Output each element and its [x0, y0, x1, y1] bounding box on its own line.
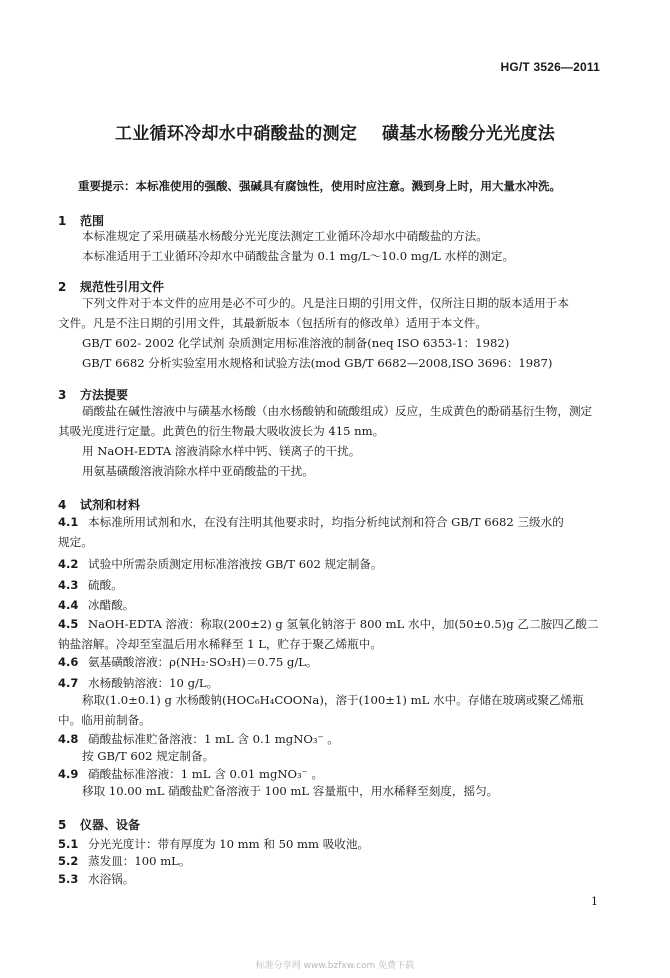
document-title: 工业循环冷却水中硝酸盐的测定 磺基水杨酸分光光度法 [114, 124, 556, 144]
clause-number: 5.2 [58, 854, 79, 868]
clause-text: 硝酸盐标准溶液：1 mL 含 0.01 mgNO₃⁻ 。 [88, 767, 324, 781]
paragraph: 硝酸盐在碱性溶液中与磺基水杨酸（由水杨酸钠和硫酸组成）反应，生成黄色的酚硝基衍生物，测定 [82, 404, 593, 418]
clause-continuation: 中。临用前制备。 [58, 713, 151, 727]
paragraph: 用 NaOH-EDTA 溶液消除水样中钙、镁离子的干扰。 [82, 444, 361, 458]
paragraph: 其吸光度进行定量。此黄色的衍生物最大吸收波长为 415 nm。 [58, 424, 385, 438]
section-heading [58, 816, 140, 833]
section-heading [58, 496, 140, 513]
section-title: 范围 [80, 214, 105, 228]
section-number: 4 [58, 498, 67, 512]
section-number: 5 [58, 818, 67, 832]
paragraph: 文件。凡是不注日期的引用文件，其最新版本（包括所有的修改单）适用于本文件。 [58, 316, 487, 330]
section-title: 方法提要 [80, 388, 129, 402]
clause-text: 冰醋酸。 [88, 598, 135, 612]
clause-text: 氨基磺酸溶液：ρ(NH₂·SO₃H)＝0.75 g/L。 [88, 655, 318, 669]
clause-continuation: 称取(1.0±0.1) g 水杨酸钠(HOC₆H₄COONa)，溶于(100±1) mL 水中。存储在玻璃或聚乙烯瓶 [82, 693, 584, 707]
section-title: 规范性引用文件 [80, 280, 165, 294]
clause-text: 水杨酸钠溶液：10 g/L。 [88, 676, 219, 690]
clause-continuation: 按 GB/T 602 规定制备。 [82, 749, 215, 763]
clause [58, 575, 610, 595]
clause [58, 512, 610, 532]
clause [58, 554, 610, 574]
paragraph: 下列文件对于本文件的应用是必不可少的。凡是注日期的引用文件，仅所注日期的版本适用于本 [82, 296, 569, 310]
clause-continuation: 移取 10.00 mL 硝酸盐贮备溶液于 100 mL 容量瓶中，用水稀释至刻度，摇匀。 [82, 784, 499, 798]
page-number: 1 [591, 895, 598, 908]
clause [58, 595, 610, 615]
clause-number: 4.8 [58, 732, 79, 746]
clause-number: 4.5 [58, 617, 79, 631]
clause [58, 869, 610, 889]
section-title: 试剂和材料 [80, 498, 141, 512]
watermark: 标准分享网 www.bzfxw.com 免费下载 [255, 961, 415, 971]
clause-text: 试验中所需杂质测定用标准溶液按 GB/T 602 规定制备。 [88, 557, 383, 571]
clause-text: NaOH-EDTA 溶液：称取(200±2) g 氢氧化钠溶于 800 mL 水中，加(50±0.5)g 乙二胺四乙酸二 [88, 617, 599, 631]
clause-number: 4.7 [58, 676, 79, 690]
section-title: 仪器、设备 [80, 818, 141, 832]
section-number: 2 [58, 280, 67, 294]
clause-text: 蒸发皿：100 mL。 [88, 854, 191, 868]
clause-number: 4.3 [58, 578, 79, 592]
clause-number: 4.6 [58, 655, 79, 669]
clause-text: 分光光度计：带有厚度为 10 mm 和 50 mm 吸收池。 [88, 837, 370, 851]
clause-number: 4.4 [58, 598, 79, 612]
section-number: 3 [58, 388, 67, 402]
reference-item: GB/T 6682 分析实验室用水规格和试验方法(mod GB/T 6682—2008,ISO 3696：1987) [82, 356, 553, 370]
paragraph: 本标准适用于工业循环冷却水中硝酸盐含量为 0.1 mg/L～10.0 mg/L 水样的测定。 [82, 249, 515, 263]
section-number: 1 [58, 214, 67, 228]
clause-text: 硫酸。 [88, 578, 123, 592]
standard-code: HG/T 3526—2011 [500, 60, 600, 74]
reference-item: GB/T 602- 2002 化学试剂 杂质测定用标准溶液的制备(neq ISO 6353-1：1982) [82, 336, 510, 350]
clause-continuation: 钠盐溶解。冷却至室温后用水稀释至 1 L，贮存于聚乙烯瓶中。 [58, 637, 382, 651]
clause-text: 硝酸盐标准贮备溶液：1 mL 含 0.1 mgNO₃⁻ 。 [88, 732, 339, 746]
clause-continuation: 规定。 [58, 535, 93, 549]
clause [58, 614, 610, 634]
clause [58, 851, 610, 871]
clause-number: 5.3 [58, 872, 79, 886]
clause-number: 5.1 [58, 837, 79, 851]
clause-text: 本标准所用试剂和水，在没有注明其他要求时，均指分析纯试剂和符合 GB/T 6682 三级水的 [88, 515, 564, 529]
clause-number: 4.1 [58, 515, 79, 529]
paragraph: 用氨基磺酸溶液消除水样中亚硝酸盐的干扰。 [82, 464, 314, 478]
clause-number: 4.2 [58, 557, 79, 571]
paragraph: 本标准规定了采用磺基水杨酸分光光度法测定工业循环冷却水中硝酸盐的方法。 [82, 229, 488, 243]
clause [58, 652, 610, 672]
clause-text: 水浴锅。 [88, 872, 135, 886]
clause-number: 4.9 [58, 767, 79, 781]
safety-warning: 重要提示：本标准使用的强酸、强碱具有腐蚀性，使用时应注意。溅到身上时，用大量水冲洗。 [78, 179, 561, 193]
